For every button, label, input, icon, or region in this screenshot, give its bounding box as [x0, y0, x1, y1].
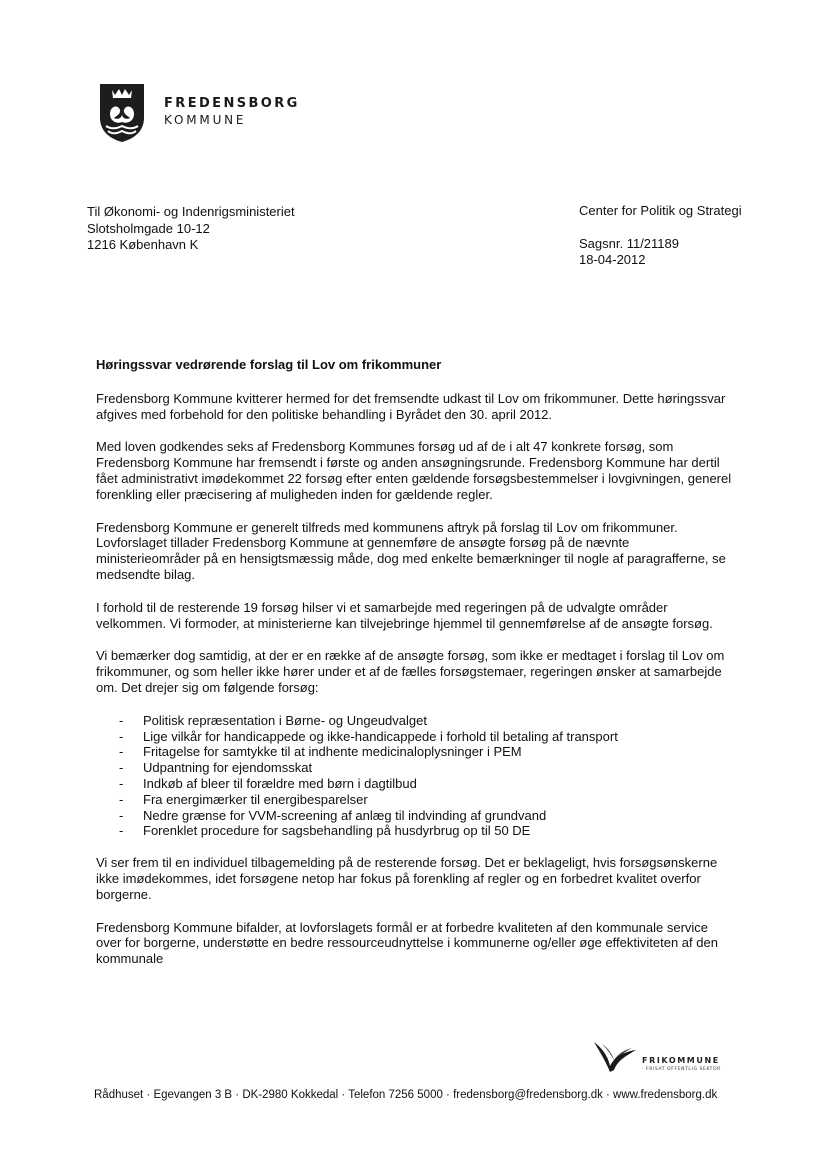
paragraph: Fredensborg Kommune bifalder, at lovforslagets formål er at forbedre kvaliteten af den kommunale service over for borgerne, understøtte en bedre ressourceudnyttelse i kommunerne og/eller øge effektiviteten af den kommunale — [96, 919, 718, 967]
logo-name: FREDENSBORG — [164, 96, 300, 111]
list-item: - Politisk repræsentation i Børne- og Ungeudvalget — [96, 713, 736, 729]
trial-list — [96, 713, 736, 839]
recipient-address — [87, 204, 295, 254]
letter-heading: Høringssvar vedrørende forslag til Lov om frikommuner — [96, 357, 442, 372]
paragraph: Med loven godkendes seks af Fredensborg Kommunes forsøg ud af de i alt 47 konkrete forsøg, som Fredensborg Kommune har fremsendt i første og anden ansøgningsrunde. Fredensborg Kommune har dertil fået administrativt imødekommet 22 forsøg efter enten gældende forsøgsbestemmelser i lovgivningen, generel forenkling eller præcisering af muligheden inden for gældende regler. — [96, 439, 732, 502]
birds-icon — [592, 1040, 640, 1074]
logo-subtitle: KOMMUNE — [164, 113, 247, 127]
sender-meta — [579, 203, 742, 269]
paragraph: I forhold til de resterende 19 forsøg hilser vi et samarbejde med regeringen på de udvalgte områder velkommen. Vi formoder, at ministerierne kan tilvejebringe hjemmel til gennemførelse af de ansøgte forsøg. — [96, 599, 713, 631]
frikommune-logo — [592, 1040, 732, 1074]
list-item: - Fra energimærker til energibesparelser — [96, 792, 736, 808]
recipient-line: 1216 København K — [87, 237, 199, 252]
list-item: - Indkøb af bleer til forældre med børn i dagtilbud — [96, 776, 736, 792]
letter-body — [96, 357, 736, 984]
recipient-line: Til Økonomi- og Indenrigsministeriet — [87, 204, 295, 219]
municipality-logo-text — [164, 96, 300, 127]
coat-of-arms-icon — [100, 84, 144, 142]
case-number: Sagsnr. 11/21189 — [579, 235, 679, 251]
sender-department: Center for Politik og Strategi — [579, 203, 742, 218]
list-item: - Udpantning for ejendomsskat — [96, 760, 736, 776]
list-item: - Nedre grænse for VVM-screening af anlæg til indvinding af grundvand — [96, 808, 736, 824]
frikommune-name: FRIKOMMUNE — [642, 1056, 720, 1065]
list-item: - Fritagelse for samtykke til at indhente medicinaloplysninger i PEM — [96, 744, 736, 760]
paragraph: Vi bemærker dog samtidig, at der er en række af de ansøgte forsøg, som ikke er medtaget i forslag til Lov om frikommuner, og som heller ikke hører under et af de fælles forsøgstemaer, regeringen ønsker at samarbejde om. Det drejer sig om følgende forsøg: — [96, 648, 725, 695]
letter-date: 18-04-2012 — [579, 252, 646, 267]
paragraph: Vi ser frem til en individuel tilbagemelding på de resterende forsøg. Det er beklageligt, hvis forsøgsønskerne ikke imødekommes, idet forsøgene netop har fokus på forenkling af regler og en forbedret kvalitet overfor borgerne. — [96, 855, 718, 902]
frikommune-tagline: · FRISAT OFFENTLIG SEKTOR — [642, 1067, 721, 1072]
letter-footer: Rådhuset · Egevangen 3 B · DK-2980 Kokkedal · Telefon 7256 5000 · fredensborg@fredensborg.dk · www.fredensborg.dk — [94, 1089, 718, 1101]
list-item: - Forenklet procedure for sagsbehandling på husdyrbrug op til 50 DE — [96, 823, 736, 839]
paragraph: Fredensborg Kommune kvitterer hermed for det fremsendte udkast til Lov om frikommuner. Dette høringssvar afgives med forbehold for den politiske behandling i Byrådet den 30. april 2012. — [96, 390, 726, 422]
list-item: - Lige vilkår for handicappede og ikke-handicappede i forhold til betaling af transport — [96, 729, 736, 745]
paragraph: Fredensborg Kommune er generelt tilfreds med kommunens aftryk på forslag til Lov om frikommuner. Lovforslaget tillader Fredensborg Kommune at gennemføre de ansøgte forsøg på de nævnte ministerieområder på en hensigtsmæssig måde, dog med enkelte bemærkninger til nogle af paragrafferne, se medsendte bilag. — [96, 519, 726, 582]
recipient-line: Slotsholmgade 10-12 — [87, 220, 210, 236]
